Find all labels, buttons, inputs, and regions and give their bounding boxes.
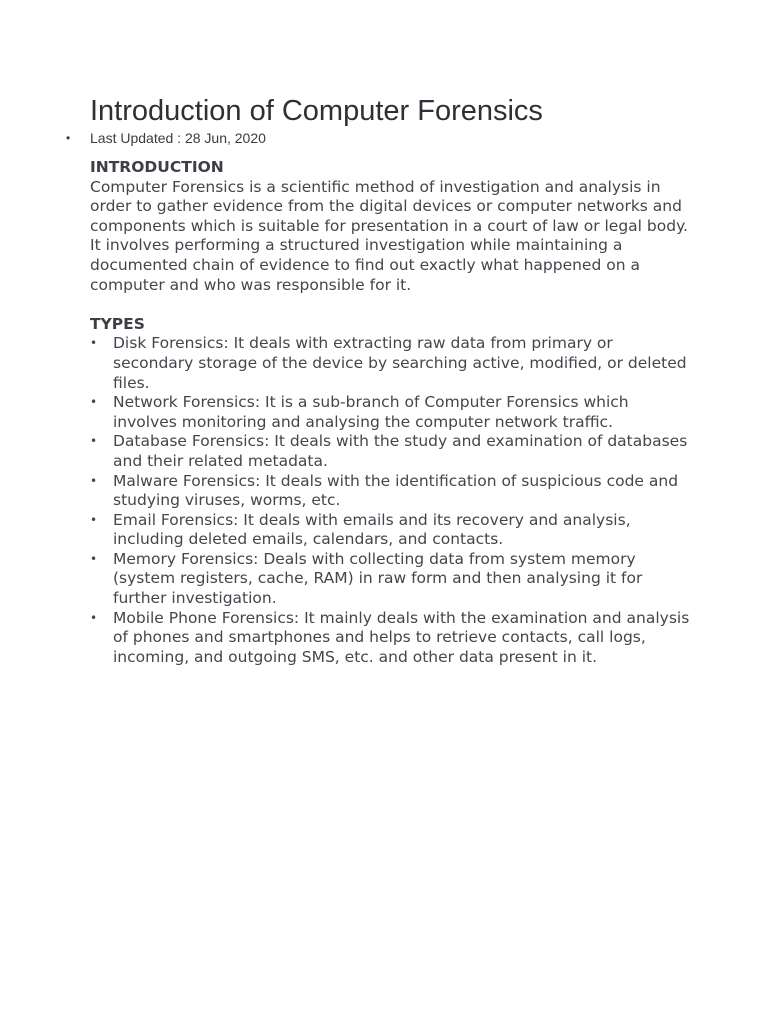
types-heading: TYPES — [90, 314, 145, 333]
meta-list — [90, 129, 266, 147]
introduction-paragraph: It involves performing a structured investigation while maintaining a documented chain of evidence to find out exactly what happened on a computer and who was responsible for it. — [90, 236, 640, 294]
types-list — [90, 334, 690, 667]
page-title: Introduction of Computer Forensics — [90, 95, 543, 127]
list-item: • Mobile Phone Forensics: It mainly deals with the examination and analysis of phones and smartphones and helps to retrieve contacts, call logs, incoming, and outgoing SMS, etc. and other data present in it. — [113, 609, 690, 668]
introduction-heading: INTRODUCTION — [90, 158, 224, 176]
list-item: • Database Forensics: It deals with the study and examination of databases and their related metadata. — [113, 432, 690, 471]
list-item: • Email Forensics: It deals with emails and its recovery and analysis, including deleted emails, calendars, and contacts. — [113, 511, 690, 550]
list-item: • Network Forensics: It is a sub-branch of Computer Forensics which involves monitoring and analysing the computer network traffic. — [113, 393, 690, 432]
list-item: • Memory Forensics: Deals with collecting data from system memory (system registers, cache, RAM) in raw form and then analysing it for further investigation. — [113, 550, 690, 609]
section-spacer — [90, 295, 690, 315]
article-body — [90, 158, 690, 667]
last-updated: • Last Updated : 28 Jun, 2020 — [90, 129, 266, 147]
introduction-paragraph: Computer Forensics is a scientific method of investigation and analysis in order to gather evidence from the digital devices or computer networks and components which is suitable for presentation in a court of law or legal body. — [90, 177, 688, 235]
list-item: • Disk Forensics: It deals with extracting raw data from primary or secondary storage of the device by searching active, modified, or deleted files. — [113, 334, 690, 393]
list-item: • Malware Forensics: It deals with the identification of suspicious code and studying viruses, worms, etc. — [113, 472, 690, 511]
